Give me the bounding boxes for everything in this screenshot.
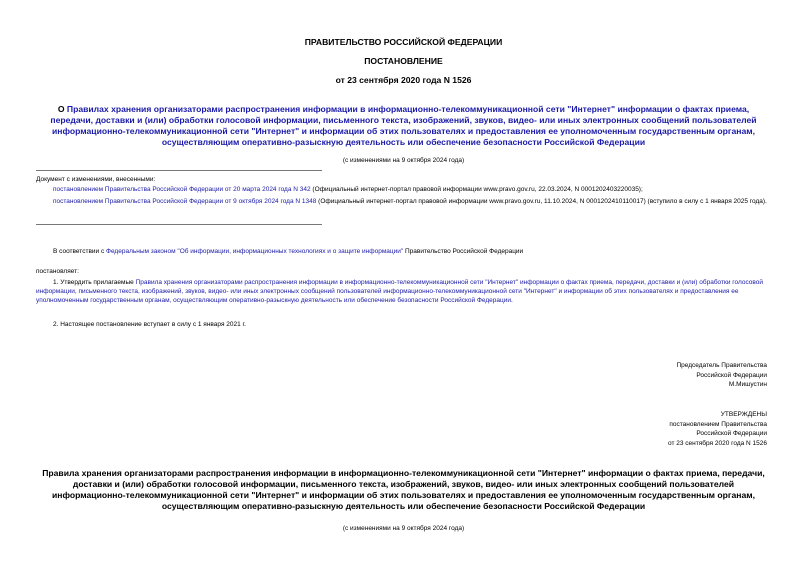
amendment-link-1348[interactable]: постановлением Правительства Российской Федерации от 9 октября 2024 года N 1348 [53,198,317,206]
amendment-source: (Официальный интернет-портал правовой информации www.pravo.gov.ru, 22.03.2024, N 0001202403220035); [310,186,643,194]
title-prefix: О [57,104,67,114]
document-title [40,104,767,148]
point-1-suffix: . [511,297,513,305]
approval-heading: УТВЕРЖДЕНЫ [720,411,767,418]
preamble [36,247,771,256]
amendments-intro: Документ с изменениями, внесенными: [36,176,156,183]
federal-law-link[interactable]: Федеральным законом "Об информации, информационных технологиях и о защите информации" [106,248,404,255]
approval-block [668,410,767,448]
signature-name: М.Мишустин [728,381,767,388]
amendment-item [36,197,771,206]
signature-block [676,361,767,390]
rules-title: Правила хранения организаторами распространения информации в информационно-телекоммуникационной сети "Интернет" информации о фактах приема, передачи, доставки и (или) обработки голосовой информации, письменного текста, изображений, звуков, видео- или иных электронных сообщений пользователей информационно-телекоммуникационной сети "Интернет" и информации об этих пользователях и предоставления ее уполномоченным государственным органам, осуществляющим оперативно-разыскную деятельность или обеспечение безопасности Российской Федерации [42,468,765,511]
signature-body: Российской Федерации [696,371,767,379]
rules-link[interactable]: Правила хранения организаторами распространения информации в информационно-телекоммуникационной сети "Интернет" информации о фактах приема, передачи, доставки и (или) обработки голосовой информации, письменного текста, изображений, звуков, видео- или иных электронных сообщений пользователей информационно-телекоммуникационной сети "Интернет" и информации об этих пользователях и предоставления ее уполномоченным государственным органам, осуществляющим оперативно-разыскную деятельность или обеспечение безопасности Российской Федерации [36,279,764,305]
approval-line: постановлением Правительства [669,420,767,428]
document-type: ПОСТАНОВЛЕНИЕ [364,56,443,66]
approval-date: от 23 сентября 2020 года N 1526 [668,439,767,447]
amendment-source: (Официальный интернет-портал правовой информации www.pravo.gov.ru, 11.10.2024, N 0001202410110017) (вступило в силу с 1 января 2025 года). [316,198,767,206]
point-2: 2. Настоящее постановление вступает в силу с 1 января 2021 г. [53,321,246,328]
point-1-prefix: 1. Утвердить прилагаемые [53,279,136,286]
amendment-item [36,185,771,194]
rules-revision-note: (с изменениями на 9 октября 2024 года) [342,525,465,532]
resolves-label: постановляет: [36,268,79,275]
divider-bottom [36,224,322,225]
preamble-suffix: Правительство Российской Федерации [403,248,524,255]
amendments-block [36,175,771,207]
government-heading: ПРАВИТЕЛЬСТВО РОССИЙСКОЙ ФЕДЕРАЦИИ [304,37,503,47]
title-link[interactable]: Правилах хранения организаторами распространения информации в информационно-телекоммуникационной сети "Интернет" информации о фактах приема, передачи, доставки и (или) обработки голосовой информации, письменного текста, изображений, звуков, видео- или иных электронных сообщений пользователей информационно-телекоммуникационной сети "Интернет" и информации об этих пользователях и предоставления ее уполномоченным государственным органам, осуществляющим оперативно-разыскную деятельность или обеспечение безопасности Российской Федерации [50,104,757,147]
divider-top [36,170,322,171]
signature-position: Председатель Правительства [676,362,767,369]
revision-note: (с изменениями на 9 октября 2024 года) [342,157,465,164]
amendment-link-342[interactable]: постановлением Правительства Российской Федерации от 20 марта 2024 года N 342 [53,186,311,194]
document-date: от 23 сентября 2020 года N 1526 [335,75,472,85]
preamble-prefix: В соответствии с [53,248,107,255]
point-1 [36,278,771,306]
approval-line: Российской Федерации [696,430,767,437]
